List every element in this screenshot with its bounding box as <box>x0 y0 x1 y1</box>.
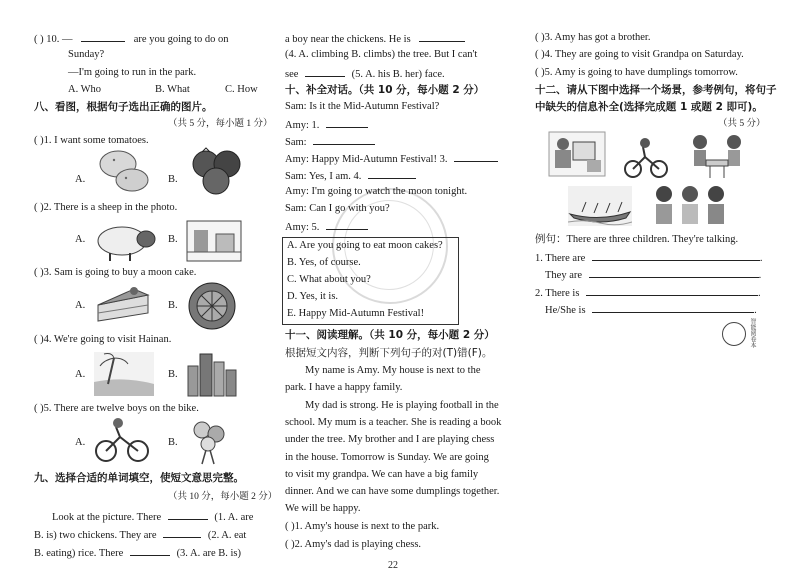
dialogue-blank-3[interactable] <box>454 151 498 162</box>
passage-text: B. eating) rice. There <box>34 548 124 559</box>
scene-children-chess-image <box>688 132 746 180</box>
reading-passage-line: under the tree. My brother and I are playing chess <box>285 434 495 445</box>
blank-2[interactable] <box>163 527 201 538</box>
section11-title: 十一、阅读理解。（共 10 分，每小题 2 分） <box>285 329 495 341</box>
section9-line2 <box>34 527 246 543</box>
answer-1-line2 <box>545 267 761 283</box>
q10-line3: —I'm going to run in the park. <box>68 67 197 78</box>
blank-5[interactable] <box>305 66 345 77</box>
passage-text: Look at the picture. There <box>52 512 162 523</box>
reading-question-4: ( )4. They are going to visit Grandpa on Saturday. <box>535 49 744 60</box>
dialogue-blank-2[interactable] <box>313 134 375 145</box>
reading-passage-line: We will be happy. <box>285 503 361 514</box>
dialogue-text: Amy: Happy Mid-Autumn Festival! 3. <box>285 154 448 165</box>
scene-dragon-boat-image <box>568 186 632 226</box>
dialogue-option-d: D. Yes, it is. <box>287 291 339 302</box>
passage-continued-line3 <box>285 66 445 82</box>
answer-1-blank-1[interactable] <box>592 250 760 261</box>
section8-question-1: ( )1. I want some tomatoes. <box>34 135 149 146</box>
answer-prompt: He/She is <box>545 305 586 316</box>
dialogue-option-b: B. Yes, of course. <box>287 257 361 268</box>
section8-title: 八、看图，根据句子选出正确的图片。 <box>34 101 213 113</box>
section8-question-5: ( )5. There are twelve boys on the bike. <box>34 403 199 414</box>
option-a-label: A. <box>75 437 86 448</box>
reading-passage-line: to visit my grandpa. We can have a big family <box>285 469 479 480</box>
section10-title: 十、补全对话。（共 10 分，每小题 2 分） <box>285 84 485 96</box>
reading-passage-line: dinner. And we can have some dumplings together. <box>285 486 500 497</box>
reading-question-3: ( )3. Amy has got a brother. <box>535 32 651 43</box>
scene-three-children-talking-image <box>648 182 732 228</box>
reading-passage-line: in the house. Tomorrow is Sunday. We are going <box>285 452 489 463</box>
option-b-label: B. <box>168 234 178 245</box>
scene-grandpa-reading-image <box>547 130 607 178</box>
q10-blank[interactable] <box>81 31 125 42</box>
moon-cake-image <box>186 280 238 332</box>
dialogue-blank-1[interactable] <box>326 117 368 128</box>
passage-text: (2. A. eat <box>207 530 247 541</box>
cake-image <box>94 283 152 327</box>
answer-prompt: 2. There is <box>535 288 580 299</box>
reading-question-2: ( )2. Amy's dad is playing chess. <box>285 539 422 550</box>
tomatoes-image <box>190 146 244 196</box>
reading-passage-line: park. I have a happy family. <box>285 382 403 393</box>
dialogue-line-1: Sam: Is it the Mid-Autumn Festival? <box>285 101 440 112</box>
reading-question-5: ( )5. Amy is going to have dumplings tomorrow. <box>535 67 738 78</box>
period: . <box>754 305 757 316</box>
section9-score: （共 10 分，每小题 2 分） <box>168 492 278 502</box>
dialogue-option-e: E. Happy Mid-Autumn Festival! <box>287 308 425 319</box>
reading-passage-line: My dad is strong. He is playing football in the <box>305 400 499 411</box>
scene-boy-cycling-image <box>623 137 669 179</box>
dialogue-line-3 <box>285 134 375 150</box>
period: . <box>758 288 761 299</box>
passage-text: a boy near the chickens. He is <box>285 34 411 45</box>
reading-passage-line: school. My mum is a teacher. She is reading a book <box>285 417 502 428</box>
dialogue-line-7: Sam: Can I go with you? <box>285 203 390 214</box>
dialogue-text: Sam: Yes, I am. 4. <box>285 171 362 182</box>
passage-text: (1. A. are <box>214 512 254 523</box>
section8-score: （共 5 分，每小题 1 分） <box>168 119 273 129</box>
option-b-label: B. <box>168 369 178 380</box>
option-a-label: A. <box>75 369 86 380</box>
answer-2-line1 <box>535 285 761 301</box>
answer-prompt: They are <box>545 270 583 281</box>
dialogue-option-c: C. What about you? <box>287 274 371 285</box>
passage-text: (3. A. are B. is) <box>176 548 242 559</box>
period: . <box>758 270 762 281</box>
dialogue-text: Amy: 5. <box>285 222 320 233</box>
reading-question-1: ( )1. Amy's house is next to the park. <box>285 521 440 532</box>
section12-example: 例句：There are three children. They're talking. <box>535 234 739 245</box>
beach-image <box>94 352 154 396</box>
option-a-label: A. <box>75 234 86 245</box>
option-b-label: B. <box>168 300 178 311</box>
answer-2-blank-2[interactable] <box>592 302 754 313</box>
section9-line1 <box>52 509 253 525</box>
option-a-label: A. <box>75 174 86 185</box>
dialogue-blank-5[interactable] <box>326 219 368 230</box>
answer-2-blank-1[interactable] <box>586 285 758 296</box>
dialogue-line-5 <box>285 168 416 184</box>
potatoes-image <box>96 146 154 194</box>
boy-on-bike-image <box>94 417 150 463</box>
section11-instruction: 根据短文内容，判断下列句子的对(T)错(F)。 <box>285 347 493 359</box>
dialogue-line-6: Amy: I'm going to watch the moon tonight. <box>285 186 468 197</box>
dialogue-text: Sam: <box>285 137 307 148</box>
section9-title: 九、选择合适的单词填空，使短文意思完整。 <box>34 472 244 484</box>
qr-code-icon <box>722 322 746 346</box>
dialogue-line-2 <box>285 117 368 133</box>
page-number: 22 <box>388 560 398 571</box>
dialogue-text: Amy: 1. <box>285 120 320 131</box>
reading-passage-line: My name is Amy. My house is next to the <box>305 365 481 376</box>
section9-line3 <box>34 545 241 561</box>
flowers-image <box>184 416 234 466</box>
option-b-label: B. <box>168 174 178 185</box>
answer-2-line2 <box>545 302 757 318</box>
option-a-label: A. <box>75 300 86 311</box>
answer-1-blank-2[interactable] <box>589 267 759 278</box>
section8-question-2: ( )2. There is a sheep in the photo. <box>34 202 178 213</box>
q10-line1 <box>34 31 229 47</box>
q10-option-a: A. Who <box>68 84 102 95</box>
passage-text: (5. A. his B. her) face. <box>351 69 445 80</box>
dialogue-blank-4[interactable] <box>368 168 416 179</box>
passage-continued-line2: (4. A. climbing B. climbs) the tree. But I can't <box>285 49 478 60</box>
blank-4[interactable] <box>419 31 465 42</box>
dialogue-line-8 <box>285 219 368 235</box>
section12-title-line1: 十二、请从下图中选择一个场景，参考例句，将句子 <box>535 84 777 96</box>
section12-score: （共 5 分） <box>718 119 766 129</box>
passage-text: B. is) two chickens. They are <box>34 530 157 541</box>
section8-question-3: ( )3. Sam is going to buy a moon cake. <box>34 267 197 278</box>
dialogue-line-4 <box>285 151 498 167</box>
qr-code-caption: 智能阅卷本 <box>749 318 755 348</box>
answer-1-line1 <box>535 250 762 266</box>
q10-stem-rest: are you going to do on <box>133 34 229 45</box>
dialogue-option-a: A. Are you going to eat moon cakes? <box>287 240 443 251</box>
answer-prompt: 1. There are <box>535 253 586 264</box>
blank-1[interactable] <box>168 509 208 520</box>
option-b-label: B. <box>168 437 178 448</box>
city-buildings-image <box>184 348 240 398</box>
farm-photo-image <box>186 220 242 262</box>
q10-option-b: B. What <box>155 84 190 95</box>
section12-title-line2: 中缺失的信息补全(选择完成题 1 或题 2 即可)。 <box>535 101 763 113</box>
passage-text: see <box>285 69 299 80</box>
q10-stem: ( ) 10. — <box>34 34 73 45</box>
q10-line2: Sunday? <box>68 49 105 60</box>
period: . <box>759 253 763 264</box>
section8-question-4: ( )4. We're going to visit Hainan. <box>34 334 172 345</box>
sheep-image <box>94 219 158 263</box>
blank-3[interactable] <box>130 545 170 556</box>
q10-option-c: C. How <box>225 84 258 95</box>
passage-continued-line1 <box>285 31 465 47</box>
